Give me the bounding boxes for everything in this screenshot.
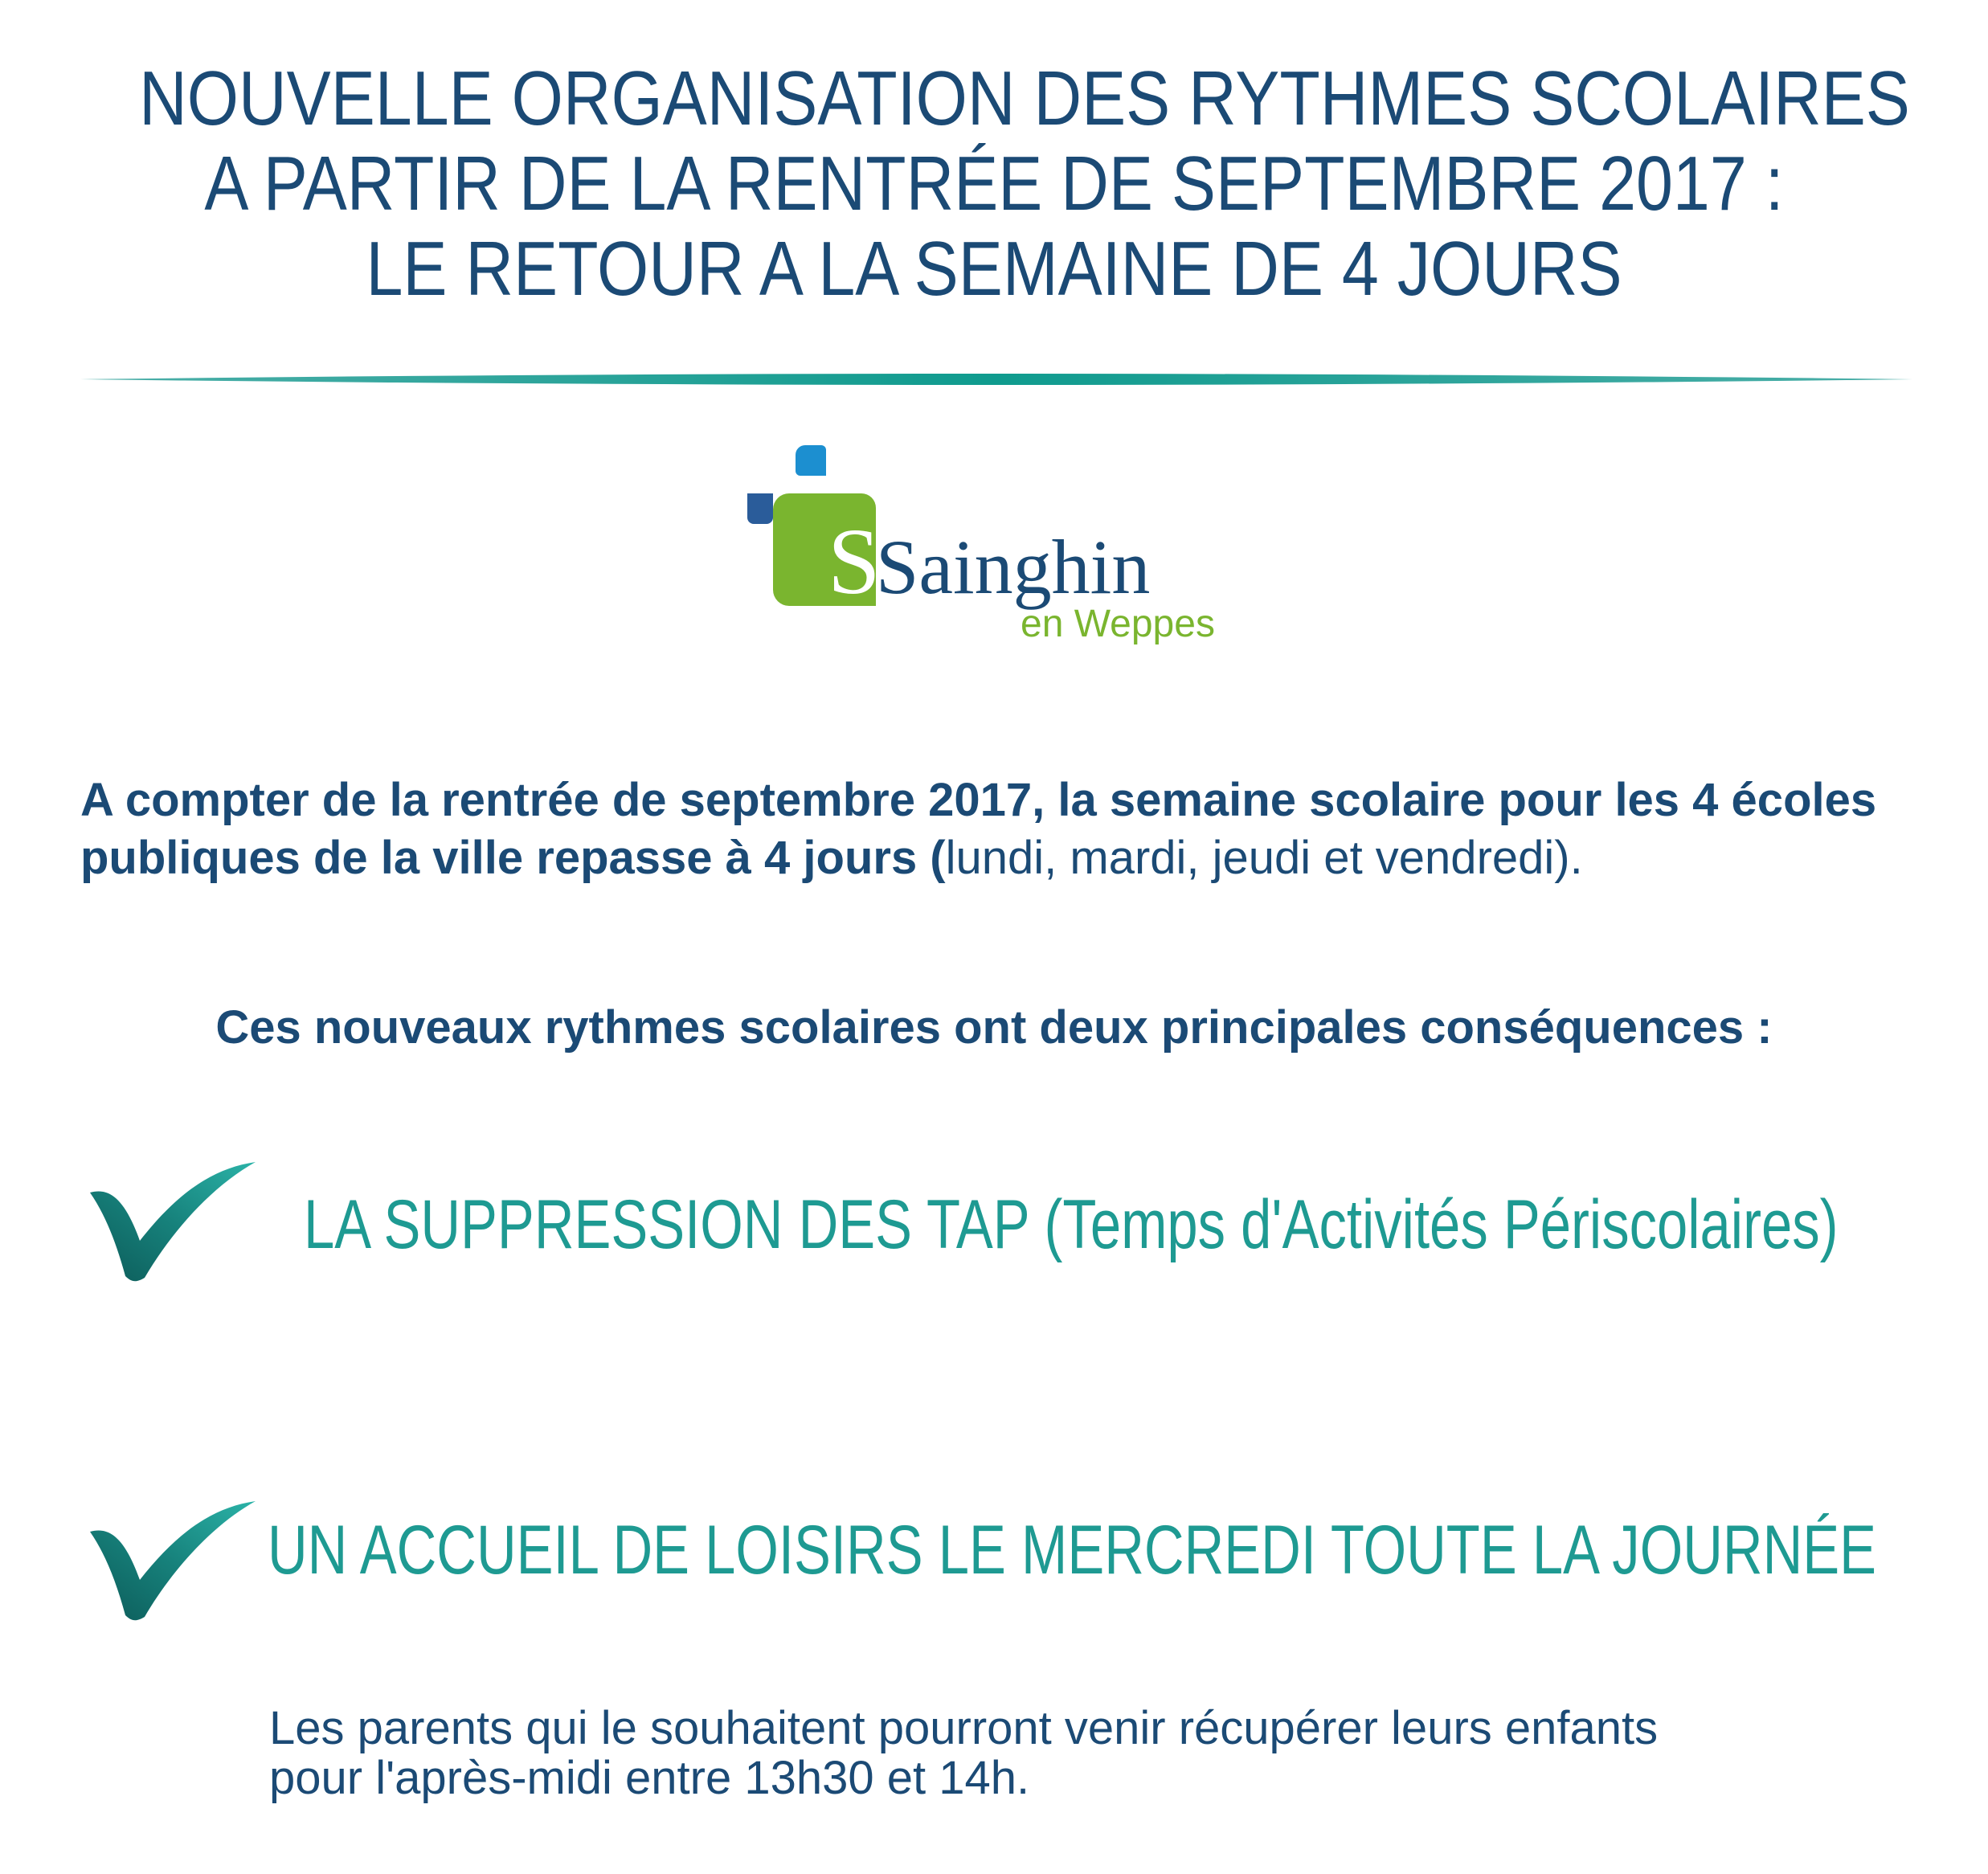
sainghin-logo xyxy=(739,434,1286,659)
consequence-item-1: LA SUPPRESSION DES TAP (Temps d'Activités Périscolaires) xyxy=(304,1186,1839,1263)
teal-divider xyxy=(80,370,1912,389)
page-title xyxy=(139,55,1910,312)
logo-subtitle: en Weppes xyxy=(1021,603,1215,645)
logo-dark-blue-square xyxy=(747,493,773,524)
title-line-2: A PARTIR DE LA RENTRÉE DE SEPTEMBRE 2017 : xyxy=(204,141,1784,227)
consequence-item-2: UN ACCUEIL DE LOISIRS LE MERCREDI TOUTE LA JOURNÉE xyxy=(268,1512,1877,1589)
title-line-1: NOUVELLE ORGANISATION DES RYTHMES SCOLAIRES xyxy=(139,55,1910,141)
intro-paragraph xyxy=(80,771,1945,887)
checkmark-icon xyxy=(88,1496,265,1625)
note-line-1: Les parents qui le souhaitent pourront venir récupérer leurs enfants xyxy=(269,1702,1659,1754)
logo-name: Sainghin xyxy=(876,524,1151,610)
title-line-3: LE RETOUR A LA SEMAINE DE 4 JOURS xyxy=(366,226,1622,312)
logo-initial: S xyxy=(828,509,881,614)
logo-light-blue-square xyxy=(796,445,826,476)
note-line-2: pour l'après-midi entre 13h30 et 14h. xyxy=(269,1752,1030,1804)
consequences-heading: Ces nouveaux rythmes scolaires ont deux principales conséquences : xyxy=(215,1001,1773,1054)
intro-bold-text: A compter de la rentrée de septembre 2017, la semaine scolaire pour les 4 écoles publiques de la ville repasse à 4 jours ( xyxy=(80,774,1877,884)
intro-regular-text: lundi, mardi, jeudi et vendredi). xyxy=(945,832,1583,884)
pickup-note xyxy=(269,1704,1916,1803)
checkmark-icon xyxy=(88,1157,265,1286)
